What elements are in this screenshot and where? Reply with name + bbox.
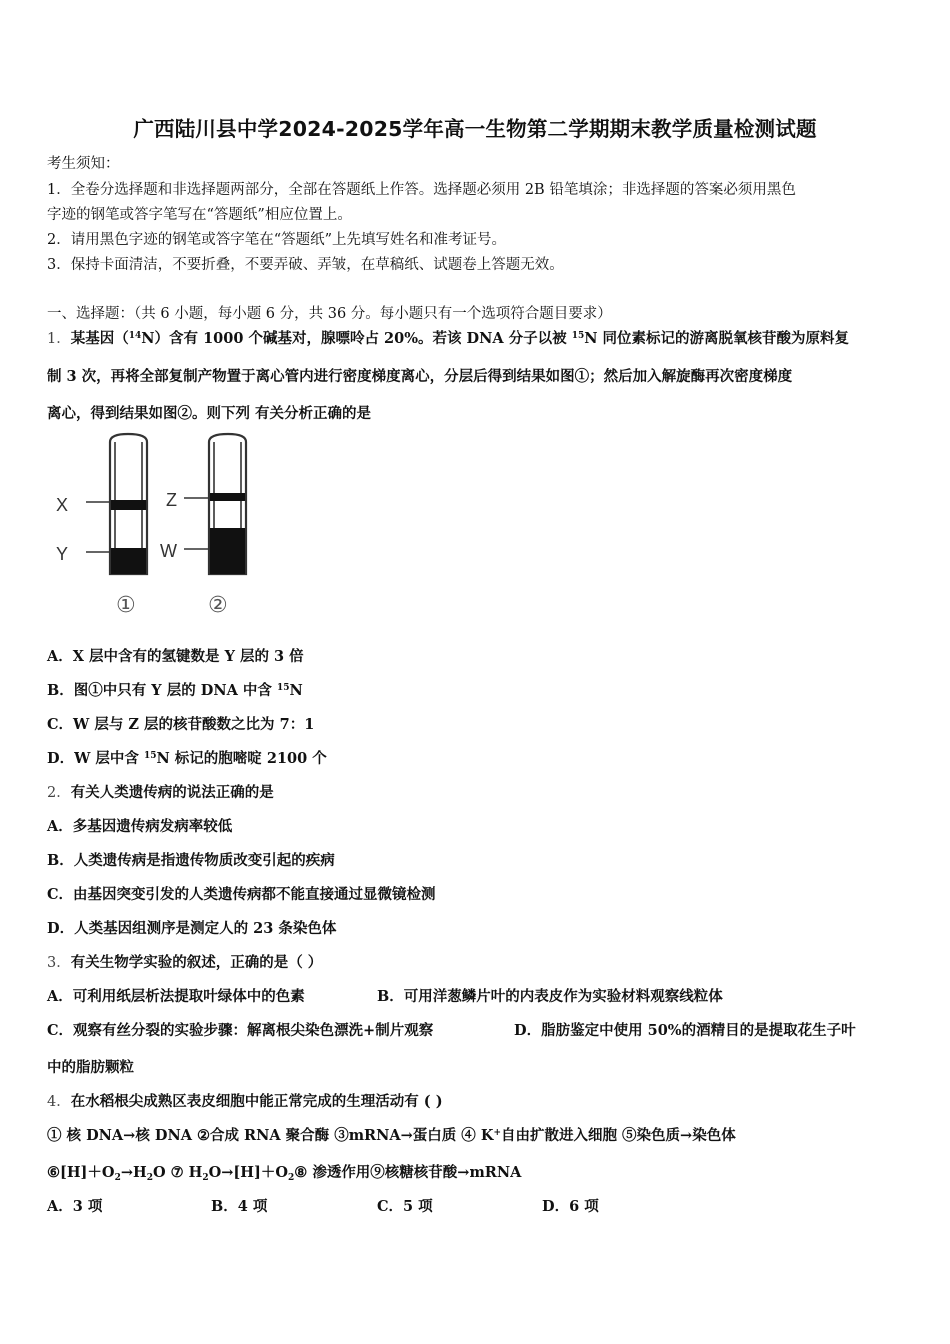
label-z: Z <box>166 490 177 510</box>
q2-option-b: B．人类遗传病是指遗传物质改变引起的疾病 <box>47 852 335 869</box>
q3-stem: 3．有关生物学实验的叙述，正确的是（ ） <box>47 954 323 971</box>
q4-items-line-2: $⑥[H]+O_2\to H_2O$ ⑦ $H_2O\to[H]+O_2⑧$ 渗透作用⑨核糖核苷酸→mRNA <box>47 1164 522 1183</box>
q4-number: 4． <box>47 1094 71 1110</box>
q1-number: 1． <box>47 331 71 347</box>
q2-option-a: A．多基因遗传病发病率较低 <box>47 818 233 835</box>
q1-option-a: A．X 层中含有的氢键数是 Y 层的 3 倍 <box>47 648 304 665</box>
tube-1 <box>86 434 147 574</box>
q2-number: 2． <box>47 785 71 801</box>
q4-option-b: B．4 项 <box>211 1198 268 1215</box>
q4-option-c: C．5 项 <box>377 1198 433 1215</box>
q3-number: 3． <box>47 955 71 971</box>
band-x <box>111 500 146 510</box>
q3-option-a: A．可利用纸层析法提取叶绿体中的色素 <box>47 988 305 1005</box>
q4-option-d: D．6 项 <box>542 1198 599 1215</box>
q1-stem-line-3: 离心，得到结果如图②。则下列 有关分析正确的是 <box>47 405 372 422</box>
q1-option-d: D．W 层中含 $^{15}$N 标记的胞嘧啶 2100 个 <box>47 750 327 767</box>
centrifuge-tubes-diagram <box>50 432 260 622</box>
q1-stem-line-1: 1．某基因（$^{14}$N）含有 1000 个碱基对，腺嘌呤占 20%。若该 DNA 分子以被 $^{15}$N 同位素标记的游离脱氧核苷酸为原料复 <box>47 330 850 347</box>
band-y <box>111 548 146 574</box>
notice-item-1b: 字迹的钢笔或答字笔写在“答题纸”相应位置上。 <box>47 207 352 223</box>
q1-option-c: C．W 层与 Z 层的核苷酸数之比为 7：1 <box>47 716 315 733</box>
notice-item-1a: 1．全卷分选择题和非选择题两部分，全部在答题纸上作答。选择题必须用 2B 铅笔填涂；非选择题的答案必须用黑色 <box>47 182 796 198</box>
caption-1: ① <box>116 593 136 618</box>
label-w: W <box>160 541 177 561</box>
page-title: 广西陆川县中学2024-2025学年高一生物第二学期期末教学质量检测试题 <box>133 117 817 141</box>
centrifuge-tubes-figure <box>50 432 260 622</box>
tube-2 <box>184 434 246 574</box>
band-w <box>210 528 245 574</box>
q1-stem-line-2: 制 3 次，再将全部复制产物置于离心管内进行密度梯度离心，分层后得到结果如图①；然后加入解旋酶再次密度梯度 <box>47 368 793 385</box>
q2-stem: 2．有关人类遗传病的说法正确的是 <box>47 784 274 801</box>
q1-option-b: B．图①中只有 Y 层的 DNA 中含 $^{15}$N <box>47 682 303 699</box>
q4-items-line-1: ① 核 DNA→核 DNA ②合成 RNA 聚合酶 ③mRNA→蛋白质 ④ K+自由扩散进入细胞 ⑤染色质→染色体 <box>47 1127 736 1144</box>
q2-option-d: D．人类基因组测序是测定人的 23 条染色体 <box>47 920 337 937</box>
q4-stem: 4．在水稻根尖成熟区表皮细胞中能正常完成的生理活动有 ( ) <box>47 1093 443 1110</box>
q4-option-a: A．3 项 <box>47 1198 103 1215</box>
notice-item-3: 3．保持卡面清洁，不要折叠，不要弄破、弄皱，在草稿纸、试题卷上答题无效。 <box>47 257 564 273</box>
notice-heading: 考生须知： <box>47 156 120 172</box>
q2-option-c: C．由基因突变引发的人类遗传病都不能直接通过显微镜检测 <box>47 886 436 903</box>
label-y: Y <box>56 544 69 564</box>
section-heading: 一、选择题：（共 6 小题，每小题 6 分，共 36 分。每小题只有一个选项符合题目要求） <box>47 306 612 322</box>
q3-option-d-cont: 中的脂肪颗粒 <box>47 1059 134 1076</box>
caption-2: ② <box>208 593 228 618</box>
notice-item-2: 2．请用黑色字迹的钢笔或答字笔在“答题纸”上先填写姓名和准考证号。 <box>47 232 507 248</box>
q3-option-b: B．可用洋葱鳞片叶的内表皮作为实验材料观察线粒体 <box>377 988 723 1005</box>
q3-option-c: C．观察有丝分裂的实验步骤：解离根尖染色漂洗+制片观察 <box>47 1022 434 1039</box>
q3-option-d: D．脂肪鉴定中使用 50%的酒精目的是提取花生子叶 <box>514 1022 856 1039</box>
label-x: X <box>56 495 69 515</box>
band-z <box>210 493 245 501</box>
